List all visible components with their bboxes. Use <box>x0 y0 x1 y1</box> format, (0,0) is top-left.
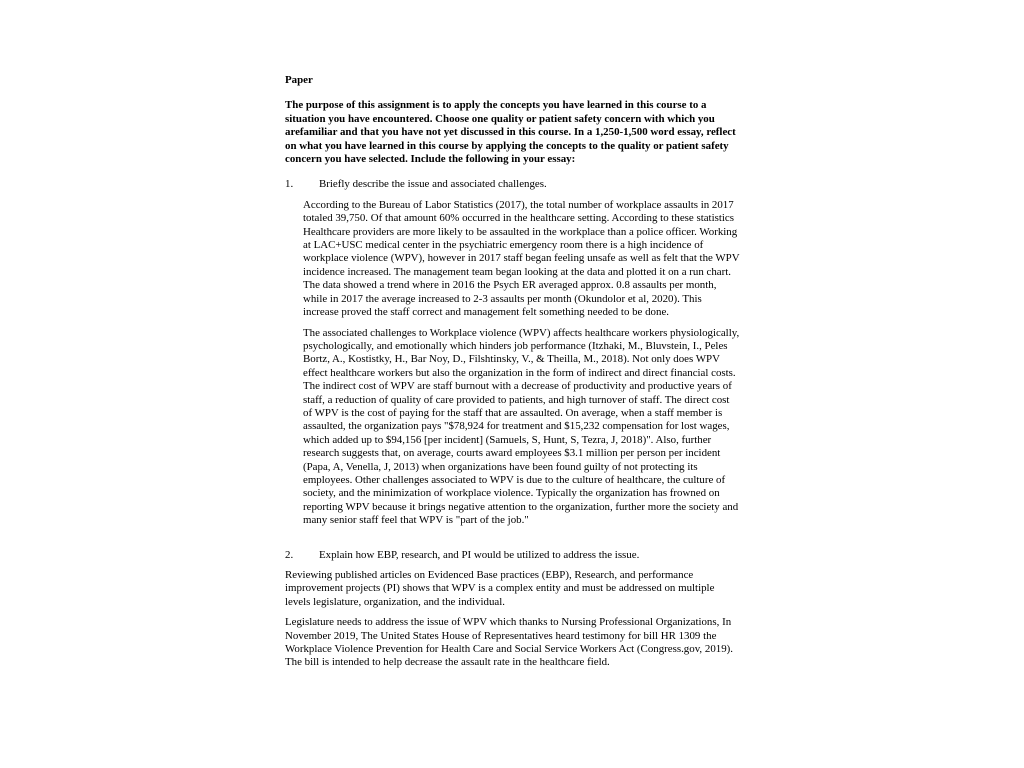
section-spacer <box>285 535 740 549</box>
paragraph-legislature: Legislature needs to address the issue of WPV which thanks to Nursing Professional Organizations, In November 2019, The United States House of Representatives heard testimony for bill HR 1309 the Workplace Violence Prevention for Health Care and Social Service Workers Act (Congress.gov, 2019). The bill is intended to help decrease the assault rate in the healthcare field. <box>285 616 734 669</box>
list-item-text: Briefly describe the issue and associated challenges. <box>319 178 547 191</box>
list-item-text: Explain how EBP, research, and PI would be utilized to address the issue. <box>319 548 640 561</box>
list-item-number: 2. <box>285 548 294 561</box>
document-body <box>285 74 740 677</box>
list-item-number: 1. <box>285 178 294 191</box>
assignment-prompt: The purpose of this assignment is to apply the concepts you have learned in this course to a situation you have encountered. Choose one quality or patient safety concern with which you arefamiliar and that you have not yet discussed in this course. In a 1,250-1,500 word essay, reflect on what you have learned in this course by applying the concepts to the quality or patient safety concern you have selected. Include the following in your essay: <box>285 99 736 166</box>
document-heading: Paper <box>285 74 313 86</box>
paragraph-ebp-review: Reviewing published articles on Evidenced Base practices (EBP), Research, and performance improvement projects (PI) shows that WPV is a complex entity and must be addressed on multiple levels legislature, organization, and the individual. <box>285 569 715 608</box>
list-item-2 <box>285 549 740 562</box>
paragraph-wpv-challenges: The associated challenges to Workplace violence (WPV) affects healthcare workers physiologically, psychologically, and emotionally which hinders job performance (Itzhaki, M., Bluvstein, I., Peles Bortz, A., Kostistky, H., Bar Noy, D., Filshtinsky, V., & Theilla, M., 2018). Not only does WPV effect healthcare workers but also the organization in the form of indirect and direct financial costs. The indirect cost of WPV are staff burnout with a decrease of productivity and productive years of staff, a reduction of quality of care provided to patients, and high turnover of staff. The direct cost of WPV is the cost of paying for the staff that are assaulted. On average, when a staff member is assaulted, the organization pays "$78,924 for treatment and $15,232 compensation for lost wages, which added up to $94,156 [per incident] (Samuels, S, Hunt, S, Tezra, J, 2018)". Also, further research suggests that, on average, courts award employees $3.1 million per person per incident (Papa, A, Venella, J, 2013) when organizations have been found guilty of not protecting its employees. Other challenges associated to WPV is due to the culture of healthcare, the culture of society, and the minimization of workplace violence. Typically the organization has frowned on reporting WPV because it brings negative attention to the organization, further more the society and many senior staff feel that WPV is "part of the job." <box>303 326 740 527</box>
paragraph-wpv-statistics: According to the Bureau of Labor Statistics (2017), the total number of workplace assaults in 2017 totaled 39,750. Of that amount 60% occurred in the healthcare setting. According to these statistics Healthcare providers are more likely to be assaulted in the workplace than a police officer. Working at LAC+USC medical center in the psychiatric emergency room there is a high incidence of workplace violence (WPV), however in 2017 staff began feeling unsafe as well as felt that the WPV incidence increased. The management team began looking at the data and plotted it on a run chart. The data showed a trend where in 2016 the Psych ER averaged approx. 0.8 assaults per month, while in 2017 the average increased to 2-3 assaults per month (Okundolor et al, 2020). This increase proved the staff correct and management felt something needed to be done. <box>303 198 740 319</box>
list-item-1 <box>285 178 740 191</box>
